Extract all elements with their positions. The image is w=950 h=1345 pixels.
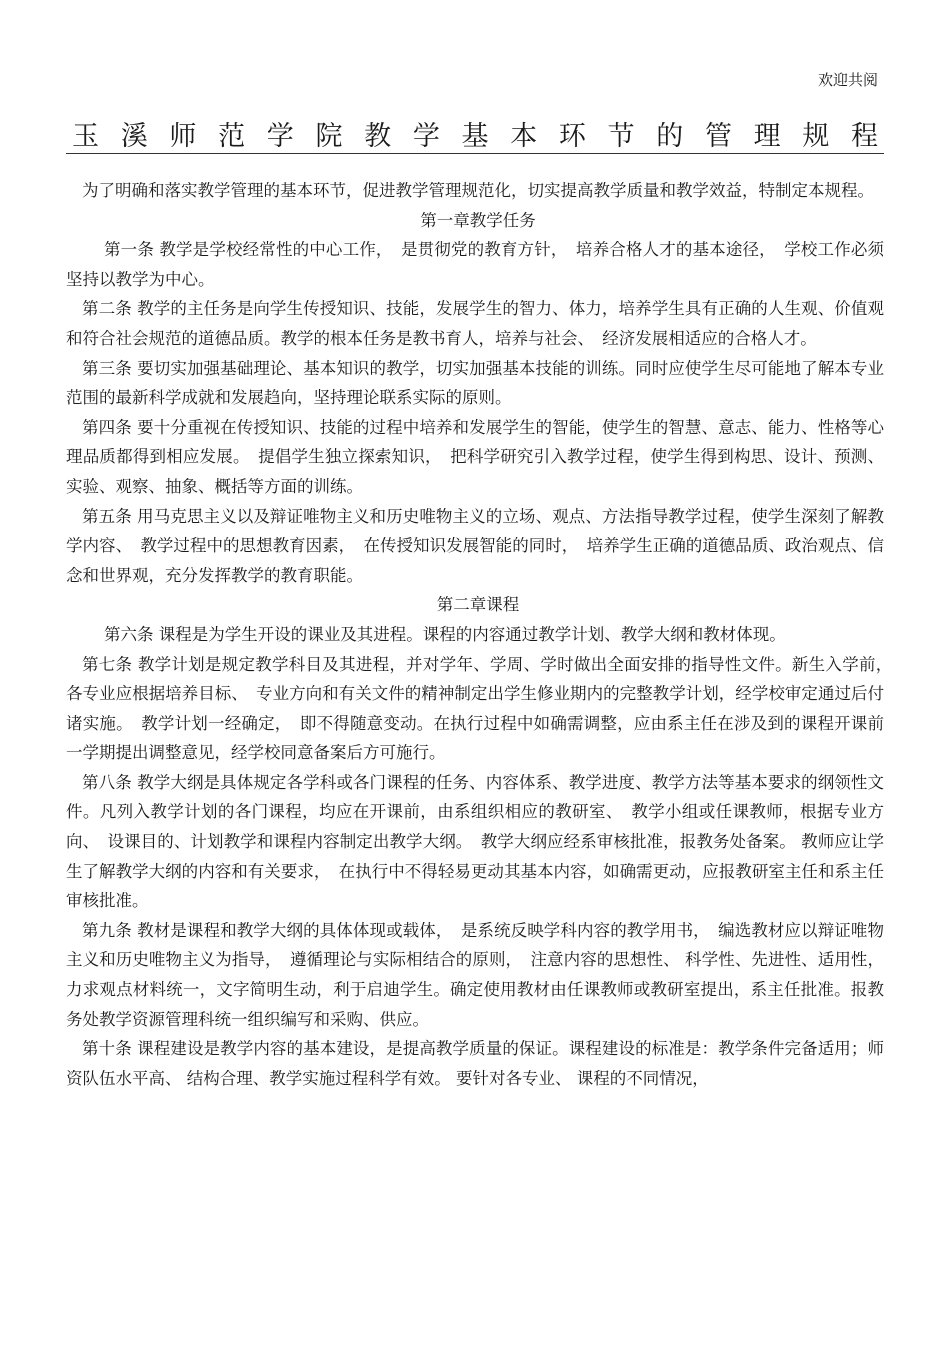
article-paragraph: 第十条 课程建设是教学内容的基本建设，是提高教学质量的保证。课程建设的标准是：教学条件完备适用；师资队伍水平高、 结构合理、教学实施过程科学有效。 要针对各专业、 课程的不同情况，	[66, 1039, 884, 1088]
title-char: 理	[753, 120, 781, 152]
document-title	[68, 112, 882, 154]
title-char: 程	[851, 120, 878, 152]
title-char: 教	[364, 120, 392, 152]
title-char: 范	[218, 120, 246, 152]
header-note: 欢迎共阅	[817, 71, 878, 89]
title-char: 院	[315, 120, 343, 152]
chapter-heading: 第二章课程	[436, 595, 520, 615]
article-paragraph: 第八条 教学大纲是具体规定各学科或各门课程的任务、内容体系、教学进度、教学方法等基本要求的纲领性文件。凡列入教学计划的各门课程，均应在开课前，由系组织相应的教研室、 教学小组或任课教师，根据专业方向、 设课目的、计划教学和课程内容制定出教学大纲。 教学大纲应经系审核批准，报教务处备案。 教师应让学生了解教学大纲的内容和有关要求， 在执行中不得轻易更动其基本内容，如确需更动，应报教研室主任和系主任审核批准。	[66, 772, 884, 911]
article-paragraph: 第五条 用马克思主义以及辩证唯物主义和历史唯物主义的立场、观点、方法指导教学过程，使学生深刻了解教学内容、 教学过程中的思想教育因素， 在传授知识发展智能的同时， 培养学生正确的道德品质、政治观点、信念和世界观，充分发挥教学的教育职能。	[66, 506, 884, 585]
article-paragraph: 第九条 教材是课程和教学大纲的具体体现或载体， 是系统反映学科内容的教学用书， 编选教材应以辩证唯物主义和历史唯物主义为指导， 遵循理论与实际相结合的原则， 注意内容的思想性、 科学性、先进性、适用性，力求观点材料统一，文字简明生动，利于启迪学生。确定使用教材由任课教师或教研室提出，系主任批准。报教务处教学资源管理科统一组织编写和采购、供应。	[66, 920, 884, 1029]
article-paragraph: 第七条 教学计划是规定教学科目及其进程，并对学年、学周、学时做出全面安排的指导性文件。新生入学前， 各专业应根据培养目标、 专业方向和有关文件的精神制定出学生修业期内的完整教学计划，经学校审定通过后付诸实施。 教学计划一经确定， 即不得随意变动。在执行过程中如确需调整，应由系主任在涉及到的课程开课前一学期提出调整意见，经学校同意备案后方可施行。	[66, 654, 901, 763]
title-char: 的	[656, 120, 684, 152]
title-char: 本	[510, 120, 538, 152]
title-char: 节	[607, 120, 635, 152]
article-paragraph: 第三条 要切实加强基础理论、基本知识的教学，切实加强基本技能的训练。同时应使学生尽可能地了解本专业范围的最新科学成就和发展趋向，坚持理论联系实际的原则。	[66, 358, 884, 408]
article-paragraph: 为了明确和落实教学管理的基本环节，促进教学管理规范化，切实提高教学质量和教学效益，特制定本规程。	[82, 181, 874, 200]
title-char: 基	[461, 120, 489, 152]
chapter-heading: 第一章教学任务	[420, 210, 536, 230]
article-paragraph: 第二条 教学的主任务是向学生传授知识、技能，发展学生的智力、体力，培养学生具有正确的人生观、价值观和符合社会规范的道德品质。教学的根本任务是教书育人，培养与社会、 经济发展相适应的合格人才。	[66, 299, 884, 348]
title-divider	[66, 153, 884, 154]
title-char: 师	[169, 120, 197, 152]
article-paragraph: 第一条 教学是学校经常性的中心工作， 是贯彻党的教育方针， 培养合格人才的基本途径， 学校工作必须坚持以教学为中心。	[66, 240, 884, 289]
title-char: 规	[802, 120, 830, 152]
title-char: 管	[704, 120, 732, 152]
title-char: 学	[412, 120, 440, 152]
title-char: 环	[558, 120, 586, 152]
article-paragraph: 第四条 要十分重视在传授知识、技能的过程中培养和发展学生的智能，使学生的智慧、意志、能力、性格等心理品质都得到相应发展。 提倡学生独立探索知识， 把科学研究引入教学过程，使学生得到构思、设计、预测、实验、观察、抽象、概括等方面的训练。	[66, 417, 884, 496]
title-char: 学	[266, 120, 294, 152]
document-body	[66, 176, 901, 1093]
article-paragraph: 第六条 课程是为学生开设的课业及其进程。课程的内容通过教学计划、教学大纲和教材体现。	[104, 624, 786, 644]
title-char: 溪	[120, 120, 148, 152]
title-char: 玉	[72, 120, 99, 152]
